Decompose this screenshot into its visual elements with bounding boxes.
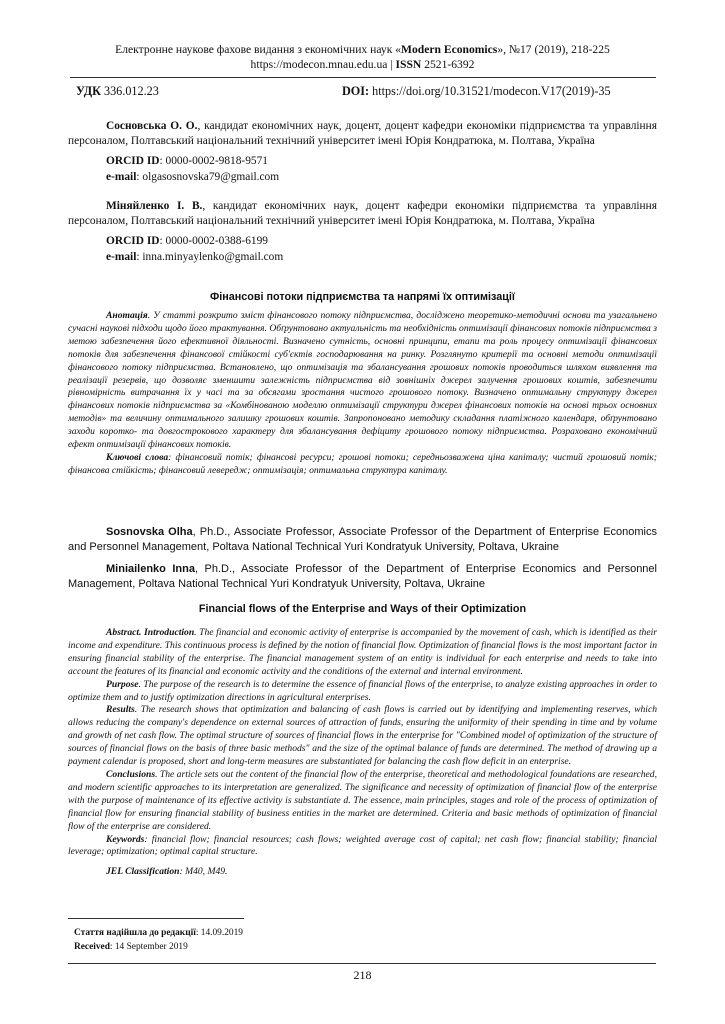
en-results-text: . The research shows that optimization and balancing of cash flows is carried out by identifying and implementing reserves, which allows reducing the company's dependence on external sources of attraction of funds, ensuring the uniformity of their spending in time and by volume and growth of net cash flow. The optimal structure of sources of financial flows in the enterprise for "Combined model of optimization of the structure of sources of financial flows on the basis of three basic methods" and the size of the optimal balance of funds are determined. The method of drawing up a payment calendar is proposed, short and long-term measures are substantiated for balancing the cash flow deficit in an enterprise. [68, 704, 657, 768]
ua-abstract-label: Анотація [106, 310, 148, 321]
ua-abstract-body: . У статті розкрито зміст фінансового потоку підприємства, досліджено теоретико-методичні основи та узагальнено сучасні наукові підходи щодо його трактування. Обґрунтовано актуальність та необхідність оптимізації фінансових потоків підприємства з метою забезпечення його ефективної діяльності. Визначено сутність, основні принципи, етапи та роль процесу оптимізації фінансових потоків для забезпечення фінансової стійкості суб'єктів господарювання на ринку. Розглянуто критерії та основні методи оптимізації фінансового потоку підприємства. Встановлено, що оптимізація та збалансування грошових потоків проводиться шляхом виявлення та реалізації резервів, що дозволяє зменшити залежність підприємства від зовнішніх джерел залучення грошових коштів, забезпечити рівномірність витрачання їх у часі та за обсягами зростання чистого грошового потоку. Визначено оптимальну структуру джерел фінансових потоків підприємства за «Комбінованою моделлю оптимізації структури джерел фінансових потоків на основі трьох основних методів» та величину оптимального залишку грошових коштів. Запропоновано методику складання платіжного календаря, обґрунтовано заходи коротко- та довгострокового характеру для збалансування дефіциту грошового потоку підприємства. Розраховано економічний ефект оптимізації фінансових потоків. [68, 310, 657, 451]
email-label: e-mail [106, 170, 137, 183]
email-value[interactable]: : inna.minyaylenko@gmail.com [136, 250, 284, 263]
udk-label: УДК [76, 84, 101, 98]
en-keywords [68, 834, 657, 860]
en-article-title: Financial flows of the Enterprise and Ways of their Optimization [198, 603, 527, 615]
received-ua [74, 927, 243, 941]
page-number: 218 [353, 968, 372, 982]
en-keywords-label: Keywords [106, 833, 145, 845]
udk-code [76, 84, 159, 99]
en-author-2-name: Miniailenko Inna [106, 562, 195, 575]
en-purpose-text: . The purpose of the research is to determine the essence of financial flows of the enterprise, to analyze existing approaches in order to optimize them and to justify optimization directions in agricultural enterprises. [68, 678, 657, 703]
ua-author-2-email [68, 250, 657, 265]
en-conclusions-text: . The article sets out the content of the financial flow of the enterprise, theoretical and methodological foundations are researched, and modern scientific approaches to its interpretation are generalized. The significance and necessity of optimization of financial flow of the enterprise with the purpose of maintenance of its effective activity is substantiate d. The essence, main principles, stages and role of the process of optimization of financial flow for ensuring financial stability of business entities in the market are determined. Criteria and basic methods of optimization of financial flow of the enterprise are considered. [68, 768, 657, 832]
received-ua-date: : 14.09.2019 [195, 928, 243, 938]
ua-author-2-name: Міняйленко І. В. [106, 200, 203, 212]
ua-keywords-label: Ключові слова [106, 451, 169, 463]
orcid-label: ORCID ID [106, 235, 160, 248]
en-abstract-purpose [68, 679, 657, 705]
ua-author-2-affiliation [68, 199, 657, 229]
email-label: e-mail [106, 250, 137, 263]
issn-label: ISSN [395, 58, 422, 71]
en-abstract [68, 627, 657, 879]
en-abstract-results [68, 704, 657, 769]
orcid-value[interactable]: : 0000-0002-9818-9571 [159, 155, 269, 168]
jel-codes: : M40, M49. [179, 866, 228, 878]
en-keywords-text: : financial flow; financial resources; cash flows; weighted average cost of capital; net cash flow; financial stability; financial leverage; optimization; optimal capital structure. [68, 833, 657, 858]
footnote-divider [68, 918, 244, 919]
journal-header-line1 [0, 42, 725, 57]
orcid-label: ORCID ID [106, 155, 160, 168]
ua-keywords-text: : фінансовий потік; фінансові ресурси; грошові потоки; середньозважена ціна капіталу; чистий грошовий потік; фінансова стійкість; фінансовий левередж; оптимізація; оптимальна структура капіталу. [68, 451, 657, 476]
doi [342, 84, 611, 99]
ua-author-1 [68, 119, 657, 185]
en-authors [68, 525, 657, 599]
journal-name: Modern Economics [401, 43, 498, 56]
received-footnote [74, 927, 243, 955]
journal-header [0, 42, 725, 72]
ua-author-2 [68, 199, 657, 265]
doi-link[interactable]: https://doi.org/10.31521/modecon.V17(2019)-35 [369, 84, 611, 98]
ua-abstract-text [68, 310, 657, 452]
journal-issue: », №17 (2019), 218-225 [497, 43, 610, 56]
received-en-label: Received [74, 941, 110, 952]
received-en [74, 941, 243, 955]
ua-author-2-desc: , кандидат економічних наук, доцент кафедри економіки підприємства та управління персоналом, Полтавський національний технічний університет імені Юрія Кондратюка, м. Полтава, Україна [68, 200, 657, 228]
en-author-2-desc: , Ph.D., Associate Professor of the Department of Enterprise Economics and Personnel Management, Poltava National Technical Yuri Kondratyuk University, Poltava, Ukraine [68, 562, 657, 591]
email-value[interactable]: : olgasosnovska79@gmail.com [136, 170, 280, 183]
ua-article-title: Фінансові потоки підприємства та напрямі їх оптимізації [210, 291, 515, 303]
en-abstract-intro [68, 627, 657, 679]
journal-title-prefix: Електронне наукове фахове видання з економічних наук « [115, 43, 402, 56]
ua-abstract [68, 310, 657, 478]
jel-label: JEL Classification [106, 866, 180, 878]
ua-author-1-desc: , кандидат економічних наук, доцент, доцент кафедри економіки підприємства та управління персоналом, Полтавський національний технічний університет імені Юрія Кондратюка, м. Полтава, Україна [68, 120, 657, 148]
en-purpose-label: Purpose [106, 678, 139, 690]
footer-divider [68, 963, 656, 964]
ua-keywords [68, 452, 657, 478]
ua-author-1-email [68, 170, 657, 185]
en-intro-text: . The financial and economic activity of enterprise is accompanied by the movement of cash, which is identified as their income and expenditure. This continuous process is defined by the notion of financial flow. Optimization of financial flows is the most important factor in ensuring financial stability of the enterprise. The financial management system of an entity is individual for each enterprise and needs to take into account the features of its financial and economic activity and the conditions of the external and internal environment. [68, 627, 657, 677]
en-results-label: Results [106, 704, 135, 716]
ua-author-1-affiliation [68, 119, 657, 149]
en-intro-label: Abstract. Introduction [106, 627, 195, 638]
journal-header-line2 [0, 57, 725, 72]
ua-author-1-orcid [68, 154, 657, 169]
header-divider [70, 77, 656, 78]
en-abstract-conclusions [68, 769, 657, 834]
orcid-value[interactable]: : 0000-0002-0388-6199 [159, 235, 269, 248]
ua-author-2-orcid [68, 234, 657, 249]
issn-value: 2521-6392 [421, 58, 475, 71]
received-en-date: : 14 September 2019 [109, 941, 188, 952]
received-ua-label: Стаття надійшла до редакції [74, 928, 196, 938]
en-author-1 [68, 525, 657, 556]
en-author-2 [68, 562, 657, 593]
udk-value: 336.012.23 [100, 84, 159, 98]
en-author-1-name: Sosnovska Olha [106, 526, 193, 538]
en-conclusions-label: Conclusions [106, 768, 156, 780]
journal-url[interactable]: https://modecon.mnau.edu.ua | [250, 58, 396, 71]
ua-author-1-name: Сосновська О. О. [106, 120, 198, 132]
jel-classification [68, 866, 657, 879]
en-author-1-desc: , Ph.D., Associate Professor, Associate Professor of the Department of Enterprise Economics and Personnel Management, Poltava National Technical Yuri Kondratyuk University, Poltava, Ukraine [68, 526, 657, 554]
doi-label: DOI: [342, 84, 370, 98]
